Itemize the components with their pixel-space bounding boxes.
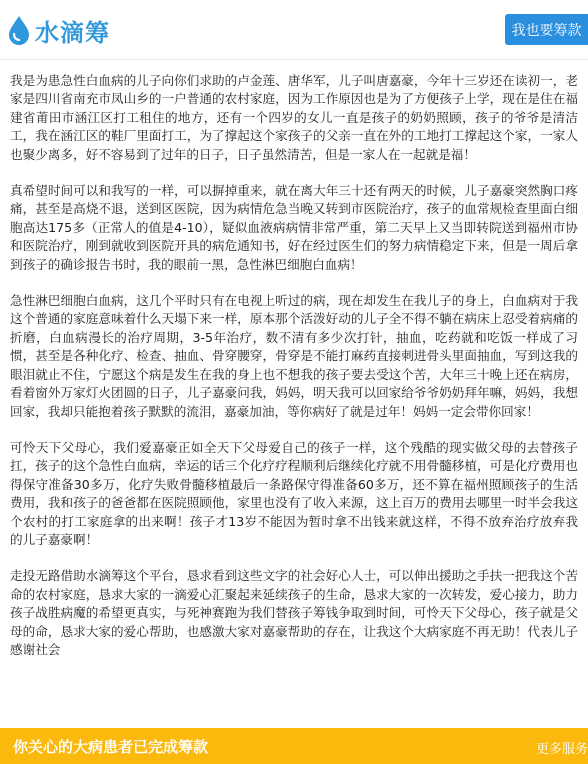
logo[interactable]: [8, 13, 110, 47]
start-fundraising-button[interactable]: 我也要筹款: [505, 14, 588, 45]
story-article: [10, 72, 578, 677]
story-paragraph: 我是为患急性白血病的儿子向你们求助的卢金莲、唐华军，儿子叫唐嘉豪，今年十三岁还在读初一，老家是四川省南充市凤山乡的一户普通的农村家庭，因为工作原因也是为了方便孩子上学，现在是住在福建省莆田市涵江区打工租住的地方，还有一个四岁的女儿一直是孩子的奶奶照顾，孩子的爷爷是清洁工，我在涵江区的鞋厂里面打工，为了撑起这个家孩子的父亲一直在外的工地打工撑起这个家，一家人也聚少离多，好不容易到了过年的日子，日子虽然清苦，但是一家人在一起就是福！: [10, 73, 578, 162]
story-paragraph: 走投无路借助水滴筹这个平台，恳求看到这些文字的社会好心人士，可以伸出援助之手扶一把我这个苦命的农村家庭，恳求大家的一滴爱心汇聚起来延续孩子的生命，恳求大家的一次转发，爱心接力，助力孩子战胜病魔的希望更真实，与死神赛跑为我们替孩子筹钱争取到时间，可怜天下父母心，孩子就是父母的命，恳求大家的爱心帮助，也感激大家对嘉豪帮助的存在，让我这个大病家庭不再无助！代表儿子感谢社会: [10, 568, 578, 657]
top-header: [0, 0, 588, 60]
water-drop-icon: [8, 15, 30, 45]
story-paragraph: 真希望时间可以和我写的一样，可以摒掉重来，就在离大年三十还有两天的时候，儿子嘉豪突然胸口疼痛，甚至是高烧不退，送到区医院，因为病情危急当晚又转到市医院治疗，孩子的血常规检查里面白细胞高达175多（正常人的值是4-10），疑似血液病病情非常严重，第二天早上又当即转院送到福州市协和医院治疗，刚到就收到医院开具的病危通知书，好在经过医生们的努力病情稳定下来，但是一周后拿到孩子的确诊报告书时，我的眼前一黑，急性淋巴细胞白血病！: [10, 183, 578, 272]
story-paragraph: 急性淋巴细胞白血病，这几个平时只有在电视上听过的病，现在却发生在我儿子的身上，白血病对于我这个普通的家庭意味着什么天塌下来一样，原本那个活泼好动的儿子全不得不躺在病床上忍受着病痛的折磨，白血病漫长的治疗周期，3-5年治疗，数不清有多少次打针，抽血，吃药就和吃饭一样成了习惯，甚至是各种化疗、检查、抽血、骨穿腰穿，骨穿是不能打麻药直接刺进骨头里面抽血，写到这我的眼泪就止不住，宁愿这个病是发生在我的身上也不想我的孩子要去受这个苦，大年三十晚上还在病房，看着窗外万家灯火团圆的日子，儿子嘉豪问我，妈妈，明天我可以回家给爷爷奶奶拜年嘛，妈妈，我想回家，我却只能抱着孩子默默的流泪，嘉豪加油，等你病好了就是过年！妈妈一定会带你回家！: [10, 293, 578, 419]
story-paragraph: 可怜天下父母心，我们爱嘉豪正如全天下父母爱自己的孩子一样，这个残酷的现实做父母的去替孩子扛，孩子的这个急性白血病，幸运的话三个化疗疗程顺利后继续化疗就不用骨髓移植，可是化疗费用也得保守准备30多万，化疗失败骨髓移植最后一条路保守得准备60多万，还不算在福州照顾孩子的生活费用，我和孩子的爸爸都在医院照顾他，家里也没有了收入来源，这上百万的费用去哪里一时半会我这个农村的打工家庭拿的出来啊！孩子才13岁不能因为暂时拿不出钱来就这样，不得不放弃治疗放弃我的儿子嘉豪啊！: [10, 439, 578, 547]
completed-fundraising-link[interactable]: 你关心的大病患者已完成筹款: [13, 738, 209, 756]
logo-text: 水滴筹: [35, 18, 110, 47]
more-services-link[interactable]: 更多服务: [535, 742, 588, 757]
bottom-banner[interactable]: [0, 728, 588, 764]
